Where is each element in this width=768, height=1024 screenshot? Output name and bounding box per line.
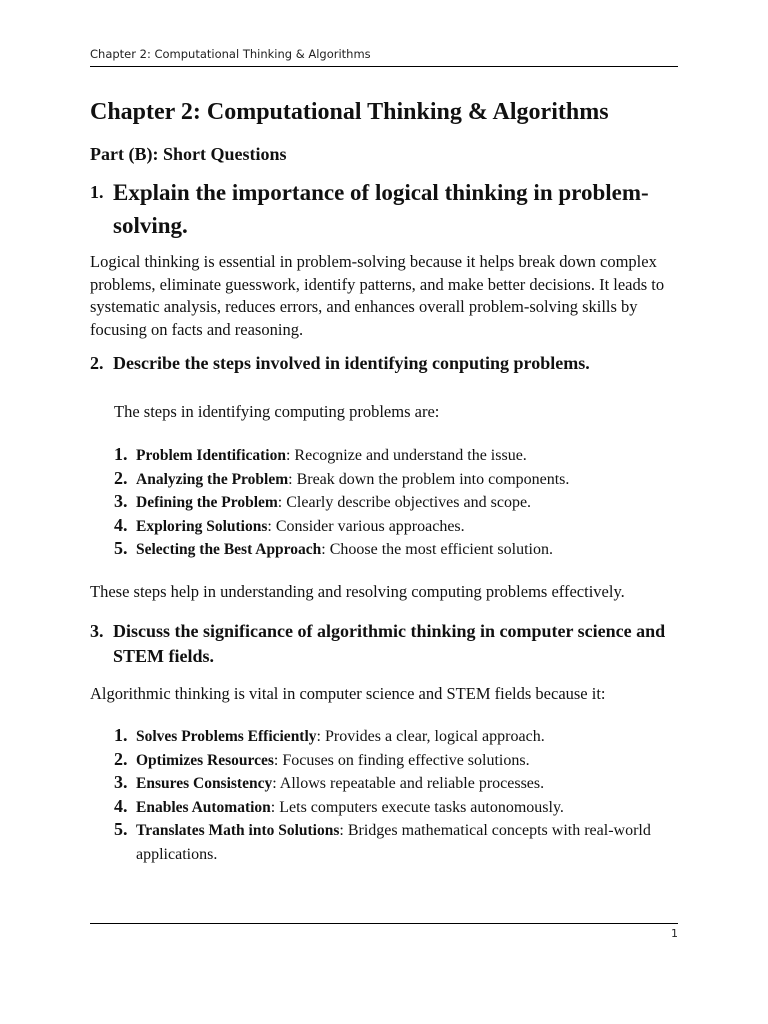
- question-2-number: 2.: [90, 353, 104, 373]
- list-item-desc: : Clearly describe objectives and scope.: [277, 494, 532, 511]
- question-3-text: Discuss the significance of algorithmic thinking in computer science and STEM fields.: [113, 621, 666, 666]
- list-item-term: Ensures Consistency: [136, 775, 273, 792]
- list-item-number: 4.: [114, 795, 128, 816]
- list-item-desc: : Break down the problem into components.: [288, 470, 570, 488]
- list-item: [114, 819, 674, 866]
- question-1-answer: Logical thinking is essential in problem-solving because it helps break down complex problems, eliminate guesswork, identify patterns, and make better decisions. It leads to systematic analysis, reduces errors, and enhances overall problem-solving skills by focusing on facts and reasoning.: [90, 252, 665, 340]
- list-item: [114, 515, 674, 539]
- question-2-conclusion: These steps help in understanding and resolving computing problems effectively.: [90, 582, 625, 601]
- list-item-desc: : Choose the most efficient solution.: [321, 541, 553, 558]
- steps-list: [114, 444, 674, 562]
- question-3-intro: Algorithmic thinking is vital in computer science and STEM fields because it:: [90, 684, 606, 703]
- list-item-desc: : Recognize and understand the issue.: [285, 447, 527, 464]
- question-1-number: 1.: [90, 182, 104, 202]
- list-item-desc: : Provides a clear, logical approach.: [316, 728, 545, 745]
- footer-rule: [90, 923, 678, 924]
- list-item: [114, 725, 674, 749]
- header-rule: [90, 66, 678, 67]
- section-subtitle: Part (B): Short Questions: [90, 144, 287, 164]
- question-3-number: 3.: [90, 621, 104, 641]
- list-item: [114, 491, 674, 515]
- list-item-desc: : Focuses on finding effective solutions.: [273, 751, 530, 769]
- list-item-number: 1.: [114, 444, 128, 464]
- question-3-heading: [90, 619, 680, 669]
- question-2-intro: The steps in identifying computing problems are:: [114, 402, 440, 421]
- list-item-number: 5.: [114, 538, 128, 558]
- list-item-term: Solves Problems Efficiently: [136, 728, 317, 745]
- list-item-term: Defining the Problem: [136, 494, 278, 511]
- list-item: [114, 538, 674, 562]
- question-1-heading: [90, 176, 680, 242]
- list-item-term: Analyzing the Problem: [136, 470, 289, 488]
- benefits-list: [114, 725, 674, 866]
- list-item: [114, 444, 674, 468]
- running-header: Chapter 2: Computational Thinking & Algorithms: [90, 47, 371, 61]
- list-item-term: Translates Math into Solutions: [136, 822, 340, 839]
- list-item-term: Selecting the Best Approach: [136, 541, 322, 558]
- list-item-number: 5.: [114, 819, 128, 839]
- list-item-term: Exploring Solutions: [136, 517, 268, 535]
- list-item-number: 3.: [114, 772, 128, 792]
- question-2-text: Describe the steps involved in identifying conputing problems.: [113, 353, 590, 373]
- list-item: [114, 749, 674, 773]
- list-item-desc: : Lets computers execute tasks autonomously.: [270, 798, 564, 816]
- list-item-number: 3.: [114, 491, 128, 511]
- list-item-term: Enables Automation: [136, 798, 271, 816]
- list-item-desc: : Consider various approaches.: [267, 517, 465, 535]
- list-item-number: 2.: [114, 467, 128, 488]
- question-1-text: Explain the importance of logical thinking in problem-solving.: [113, 180, 649, 238]
- list-item: [114, 796, 674, 820]
- list-item-desc: : Bridges mathematical concepts with real-world applications.: [136, 822, 651, 863]
- question-2-heading: [90, 351, 680, 376]
- list-item-number: 2.: [114, 748, 128, 769]
- list-item-number: 1.: [114, 725, 128, 745]
- list-item: [114, 468, 674, 492]
- list-item-number: 4.: [114, 514, 128, 535]
- chapter-title: Chapter 2: Computational Thinking & Algorithms: [90, 99, 609, 125]
- page-number: 1: [671, 927, 678, 940]
- list-item-term: Problem Identification: [136, 447, 286, 464]
- list-item-term: Optimizes Resources: [136, 751, 274, 769]
- list-item: [114, 772, 674, 796]
- list-item-desc: : Allows repeatable and reliable processes.: [272, 775, 545, 792]
